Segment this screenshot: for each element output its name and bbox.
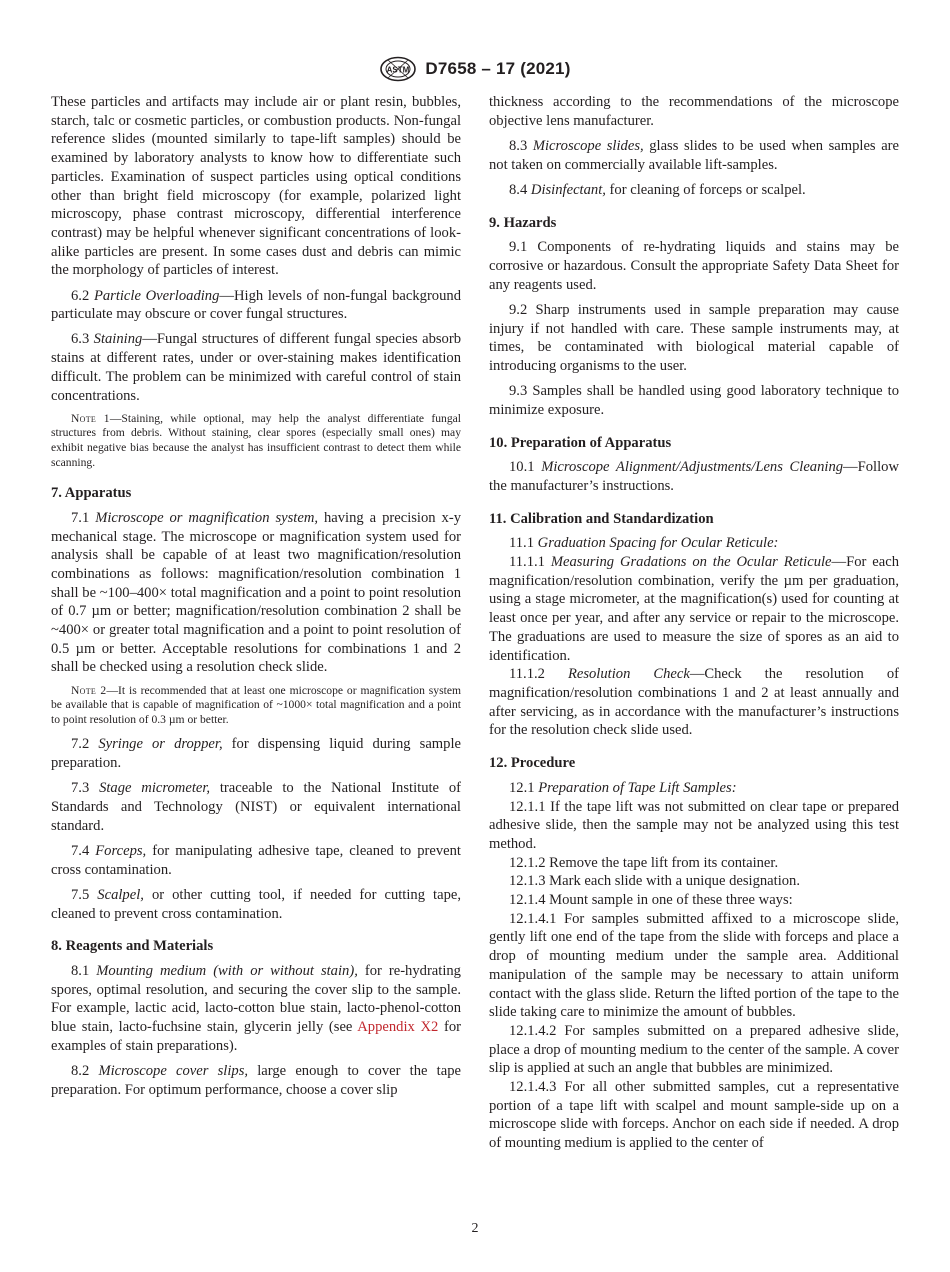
note-1: Note 1—Staining, while optional, may help the analyst differentiate fungal structures from debris. Without staining, clear spores (especially small ones) may exhibit negative bias because the analyst has insufficient contrast to detect them while scanning. bbox=[51, 411, 461, 469]
paragraph-12-1-1: 12.1.1 If the tape lift was not submitted on clear tape or prepared adhesive slide, then the sample may not be analyzed using this test method. bbox=[489, 798, 899, 852]
left-column bbox=[51, 93, 461, 1106]
page-number: 2 bbox=[471, 1221, 479, 1236]
paragraph-6-1-continued: These particles and artifacts may include air or plant resin, bubbles, starch, talc or cosmetic particles, or combustion products. Non-fungal reference slides (mounted similarly to tape-lift samples) should be examined by laboratory analysts to know how to differentiate such particles. Examination of suspect particles using optical conditions other than bright field microscopy (for example, polarized light microscopy, phase contrast microscopy, differential interference contrast) may be helpful whenever significant concentrations of look-alike particles are present. In some cases dust and debris can mimic the morphology of particles of interest. bbox=[51, 94, 461, 279]
paragraph-12-1: 12.1 Preparation of Tape Lift Samples: bbox=[509, 779, 737, 796]
section-heading-12: 12. Procedure bbox=[489, 755, 576, 772]
paragraph-8-4: 8.4 Disinfectant, for cleaning of forceps or scalpel. bbox=[509, 181, 806, 198]
paragraph-8-2: 8.2 Microscope cover slips, large enough to cover the tape preparation. For optimum performance, choose a cover slip bbox=[51, 1062, 461, 1098]
paragraph-12-1-2: 12.1.2 Remove the tape lift from its container. bbox=[509, 854, 779, 871]
appendix-x2-link[interactable]: Appendix X2 bbox=[357, 1019, 439, 1036]
paragraph-11-1: 11.1 Graduation Spacing for Ocular Reticule: bbox=[509, 535, 779, 552]
paragraph-6-3: 6.3 Staining—Fungal structures of different fungal species absorb stains at different rates, under or over-staining makes identification difficult. The problem can be minimized with careful control of stain concentrations. bbox=[51, 331, 461, 404]
paragraph-11-1-1: 11.1.1 Measuring Gradations on the Ocular Reticule—For each magnification/resolution combination, verify the µm per graduation, using a stage micrometer, at the magnification(s) used for counting at least once per year, and after any service or repair to the microscope. The graduations are used to measure the size of spores as an aid to identification. bbox=[489, 554, 900, 664]
paragraph-7-2: 7.2 Syringe or dropper, for dispensing liquid during sample preparation. bbox=[51, 736, 461, 772]
paragraph-8-2-continued: thickness according to the recommendations of the microscope objective lens manufacturer. bbox=[489, 94, 899, 129]
paragraph-7-5: 7.5 Scalpel, or other cutting tool, if needed for cutting tape, cleaned to prevent cross contamination. bbox=[51, 886, 461, 922]
section-heading-10: 10. Preparation of Apparatus bbox=[489, 434, 672, 451]
paragraph-8-1: 8.1 Mounting medium (with or without stain), for re-hydrating spores, optimal resolution, and securing the cover slip to the sample. For example, lactic acid, lacto-cotton blue stain, lacto-phenol-cotton blue stain, lacto-fuchsine stain, glycerin jelly (see Appendix X2 for examples of stain preparations). bbox=[51, 962, 461, 1054]
paragraph-7-3: 7.3 Stage micrometer, traceable to the National Institute of Standards and Technology (NIST) or equivalent international standard. bbox=[51, 780, 461, 834]
paragraph-12-1-4-1: 12.1.4.1 For samples submitted affixed to a microscope slide, gently lift one end of the tape from the slide with forceps and place a drop of mounting medium under the sample area. Additional manipulation of the sample may be necessary to attain uniform contact with the glass slide. Return the lifted portion of the tape to the slide taking care to minimize the amount of bubbles. bbox=[489, 910, 899, 1021]
page-header bbox=[0, 56, 950, 84]
section-heading-7: 7. Apparatus bbox=[51, 485, 132, 502]
paragraph-12-1-4-2: 12.1.4.2 For samples submitted on a prepared adhesive slide, place a drop of mounting medium to the center of the sample. A cover slip is applied at such an angle that bubbles are minimized. bbox=[489, 1022, 899, 1077]
paragraph-12-1-3: 12.1.3 Mark each slide with a unique designation. bbox=[509, 873, 800, 890]
standard-designation: D7658 – 17 (2021) bbox=[425, 59, 571, 78]
paragraph-11-1-2: 11.1.2 Resolution Check—Check the resolution of magnification/resolution combinations 1 and 2 at least annually and after servicing, as in accordance with the manufacturer’s instructions for the resolution check slide used. bbox=[489, 666, 899, 739]
astm-logo-icon bbox=[379, 56, 417, 82]
paragraph-9-1: 9.1 Components of re-hydrating liquids and stains may be corrosive or hazardous. Consult the appropriate Safety Data Sheet for any reagents used. bbox=[489, 239, 899, 293]
section-heading-9: 9. Hazards bbox=[489, 214, 557, 231]
svg-text:ASTM: ASTM bbox=[387, 65, 410, 75]
paragraph-12-1-4: 12.1.4 Mount sample in one of these three ways: bbox=[509, 892, 793, 909]
paragraph-6-2: 6.2 Particle Overloading—High levels of non-fungal background particulate may obscure or cover fungal structures. bbox=[51, 287, 461, 323]
paragraph-7-1: 7.1 Microscope or magnification system, having a precision x-y mechanical stage. The microscope or magnification system used for analysis shall be capable of at least two magnification/resolution combinations as follows: magnification/resolution combination 1 shall be ~100–400× total magnification and a point to point resolution of 0.7 µm or better; magnification/resolution combination 2 shall be ~400× or greater total magnification and a point to point resolution of 0.5 µm or better. Acceptable resolutions for combinations 1 and 2 shall be checked using a resolution check slide. bbox=[51, 509, 461, 676]
note-2: Note 2—It is recommended that at least one microscope or magnification system be available that is capable of magnification of ~1000× total magnification and a point to point resolution of 0.3 µm or better. bbox=[51, 683, 461, 726]
paragraph-7-4: 7.4 Forceps, for manipulating adhesive tape, cleaned to prevent cross contamination. bbox=[51, 842, 461, 878]
paragraph-10-1: 10.1 Microscope Alignment/Adjustments/Lens Cleaning—Follow the manufacturer’s instructions. bbox=[489, 459, 899, 494]
paragraph-8-3: 8.3 Microscope slides, glass slides to be used when samples are not taken on commercially available lift-samples. bbox=[489, 137, 900, 173]
section-heading-11: 11. Calibration and Standardization bbox=[489, 510, 714, 527]
right-column bbox=[489, 93, 899, 1153]
paragraph-9-2: 9.2 Sharp instruments used in sample preparation may cause injury if not handled with care. These sample instruments may, at times, be contaminated with biological material capable of introducing organisms to the user. bbox=[489, 301, 899, 374]
paragraph-9-3: 9.3 Samples shall be handled using good laboratory technique to minimize exposure. bbox=[489, 383, 899, 418]
section-heading-8: 8. Reagents and Materials bbox=[51, 938, 214, 955]
paragraph-12-1-4-3: 12.1.4.3 For all other submitted samples, cut a representative portion of a tape lift with scalpel and mount sample-side up on a microscope slide with forceps. Anchor on each side if needed. A drop of mounting medium is applied to the center of bbox=[489, 1079, 899, 1152]
